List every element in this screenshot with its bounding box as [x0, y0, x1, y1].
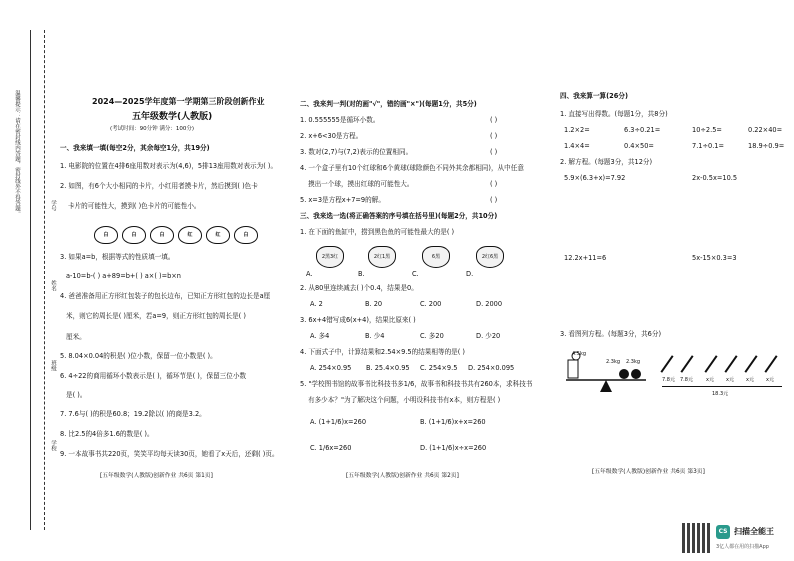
price-label-4: x元 [726, 377, 734, 383]
question-6: 6. 4÷22的商用循环小数表示是( )，循环节是( )，保留三位小数 [60, 372, 247, 380]
pencil-icon [660, 355, 673, 373]
judge-1: 1. 0.555555是循环小数。 [300, 116, 380, 124]
total-bracket [662, 386, 782, 387]
seal-line [30, 30, 31, 530]
choice-3: 3. 6x+4错写成6(x+4)，结果比原来( ) [300, 316, 416, 324]
watermark-tagline: 3亿人都在用的扫描App [716, 544, 769, 550]
question-7: 7. 7.6与( )的积是60.8；19.2除以( )的商是3.2。 [60, 410, 206, 418]
calc-1-e: 1.4×4= [564, 142, 590, 150]
calc-2-heading: 2. 解方程。(每题3分，共12分) [560, 158, 653, 166]
calc-1-heading: 1. 直接写出得数。(每题1分，共8分) [560, 110, 668, 118]
strip-label-school: 学校 [50, 440, 56, 451]
choice-5-option-a[interactable]: A. (1+1/6)x=260 [310, 418, 367, 426]
camscanner-logo-icon: CS [716, 525, 730, 539]
card-3: 白 [150, 226, 174, 244]
choice-3-option-c[interactable]: C. 多20 [420, 332, 444, 340]
choice-1-option-d[interactable]: D. [466, 270, 474, 278]
question-3-equations: a-10=b-( ) a+89=b+( ) a×( )=b×n [66, 272, 181, 280]
page-3-footer: [五年级数学(人教版)创新作业 共6页 第3页] [592, 469, 705, 475]
section-2-heading: 二、我来判一判(对的画"√"，错的画"×")(每题1分，共5分) [300, 100, 477, 108]
judge-4-cont: 摸出一个球，摸出红球的可能性大。 [308, 180, 414, 188]
choice-2: 2. 从80里连续减去( )个0.4，结果是0。 [300, 284, 418, 292]
choice-5-option-d[interactable]: D. (1+1/6)x÷x=260 [420, 444, 487, 452]
question-4: 4. 爸爸准备用正方形红包装子的包长边布，已知正方形红包的边长是a厘 [60, 292, 271, 300]
pencil-icon [704, 355, 717, 373]
choice-5-cont: 有多少本？"为了解决这个问题，小明设科技书有x本，则方程是( ) [308, 396, 501, 404]
judge-2: 2. x+6<30是方程。 [300, 132, 363, 140]
question-5: 5. 8.04×0.04的积是( )位小数，保留一位小数是( )。 [60, 352, 217, 360]
question-6-cont: 是( )。 [66, 391, 87, 399]
page-title: 2024—2025学年度第一学期第三阶段创新作业 [92, 97, 265, 106]
strip-label-number: 学号 [50, 200, 56, 211]
choice-2-option-a[interactable]: A. 2 [310, 300, 323, 308]
calc-1-d: 0.22×40= [748, 126, 783, 134]
page-subtitle: 五年级数学(人教版) [132, 112, 213, 122]
cut-line [44, 30, 45, 530]
fish-bowl-d: 2红6黑 [476, 246, 504, 268]
calc-1-a: 1.2×2= [564, 126, 590, 134]
equation-1: 5.9×(6.3+x)=7.92 [564, 174, 626, 182]
page-2-footer: [五年级数学(人教版)创新作业 共6页 第2页] [346, 473, 459, 479]
judge-2-answer[interactable]: ( ) [490, 132, 498, 140]
choice-5-option-b[interactable]: B. (1+1/6)x+x=260 [420, 418, 486, 426]
choice-1: 1. 在下面的鱼缸中，捞到黑色鱼的可能性最大的是( ) [300, 228, 455, 236]
choice-4: 4. 下面式子中，计算结果和2.54×9.5的结果相等的是( ) [300, 348, 466, 356]
choice-4-option-d[interactable]: D. 254×0.095 [468, 364, 515, 372]
exam-info: (考试时间：90分钟 满分：100分) [110, 126, 195, 132]
price-label-6: x元 [766, 377, 774, 383]
question-4-cont: 米，则它的周长是( )厘米，若a=9，则正方形红包的周长是( ) [66, 312, 246, 320]
weight-label-1: 4.5kg [572, 351, 587, 357]
price-label-2: 7.8元 [680, 377, 693, 383]
fish-bowl-c: 6黑 [422, 246, 450, 268]
fish-bowl-b: 2红1黑 [368, 246, 396, 268]
calc-1-g: 7.1÷0.1= [692, 142, 725, 150]
choice-1-option-b[interactable]: B. [358, 270, 365, 278]
question-2-cont: 卡片的可能性大，摸到( )色卡片的可能性小。 [68, 202, 201, 210]
calc-1-h: 18.9÷0.9= [748, 142, 785, 150]
fish-bowl-a: 2黑3红 [316, 246, 344, 268]
pencil-icon [744, 355, 757, 373]
choice-2-option-b[interactable]: B. 20 [365, 300, 383, 308]
question-1: 1. 电影院的位置在4排6座用数对表示为(4,6)，5排13座用数对表示为( )。 [60, 162, 278, 170]
pencil-icon [764, 355, 777, 373]
binding-strip [10, 30, 58, 530]
equation-2: 2x-0.5x=10.5 [692, 174, 738, 182]
judge-1-answer[interactable]: ( ) [490, 116, 498, 124]
calc-1-f: 0.4×50= [624, 142, 654, 150]
choice-4-option-c[interactable]: C. 254×9.5 [420, 364, 458, 372]
card-4: 红 [178, 226, 202, 244]
card-1: 白 [94, 226, 118, 244]
judge-5-answer[interactable]: ( ) [490, 196, 498, 204]
card-5: 红 [206, 226, 230, 244]
choice-2-option-c[interactable]: C. 200 [420, 300, 442, 308]
judge-4: 4. 一个盒子里有10个红球和6个黄球(球除颜色不同外其余都相同)，从中任意 [300, 164, 524, 172]
equation-3: 12.2x+11=6 [564, 254, 607, 262]
choice-1-option-a[interactable]: A. [306, 270, 313, 278]
judge-4-answer[interactable]: ( ) [490, 180, 498, 188]
card-6: 白 [234, 226, 258, 244]
question-4-end: 厘米。 [66, 333, 86, 341]
pencil-icon [724, 355, 737, 373]
pencil-icon [680, 355, 693, 373]
calc-3-heading: 3. 看图列方程。(每题3分，共6分) [560, 330, 662, 338]
weight-label-3: 2.3kg [626, 359, 641, 365]
card-2: 白 [122, 226, 146, 244]
judge-3-answer[interactable]: ( ) [490, 148, 498, 156]
strip-label-name: 姓名 [50, 280, 56, 291]
question-2: 2. 如图，有6个大小相同的卡片，小红用者摸卡片，然后摸到( )色卡 [60, 182, 258, 190]
total-price-label: 18.3元 [712, 391, 729, 397]
page-1-footer: [五年级数学(人教版)创新作业 共6页 第1页] [100, 473, 213, 479]
equation-4: 5x-15×0.3=3 [692, 254, 737, 262]
section-4-heading: 四、我来算一算(26分) [560, 92, 628, 100]
weight-label-2: 2.3kg [606, 359, 621, 365]
price-label-5: x元 [746, 377, 754, 383]
strip-notice: 温馨提示：请在密封线内答题，密封线外不得答题。 [14, 90, 20, 217]
judge-5: 5. x=3是方程x+7=9的解。 [300, 196, 385, 204]
choice-2-option-d[interactable]: D. 2000 [476, 300, 503, 308]
judge-3: 3. 数对(2,7)与(7,2)表示的位置相同。 [300, 148, 413, 156]
question-3: 3. 如果a=b，根据等式的性质填一填。 [60, 253, 175, 261]
choice-1-option-c[interactable]: C. [412, 270, 419, 278]
choice-5: 5. "学校图书馆的故事书比科技书多1/6，故事书和科技书共有260本，求科技书 [300, 380, 533, 388]
choice-3-option-a[interactable]: A. 多4 [310, 332, 330, 340]
choice-3-option-b[interactable]: B. 少4 [365, 332, 385, 340]
section-1-heading: 一、我来填一填(每空2分，其余每空1分，共19分) [60, 144, 210, 152]
qr-code-icon [682, 523, 712, 553]
choice-4-option-b[interactable]: B. 25.4×0.95 [366, 364, 410, 372]
watermark-brand: 扫描全能王 [734, 527, 774, 536]
price-label-1: 7.8元 [662, 377, 675, 383]
section-3-heading: 三、我来选一选(将正确答案的序号填在括号里)(每题2分，共10分) [300, 212, 498, 220]
calc-1-b: 6.3÷0.21= [624, 126, 661, 134]
question-9: 9. 一本故事书共220页，笑笑平均每天读30页，她看了x天后，还剩( )页。 [60, 450, 279, 458]
question-8: 8. 比2.5的4倍多1.6的数是( )。 [60, 430, 154, 438]
choice-5-option-c[interactable]: C. 1/6x=260 [310, 444, 352, 452]
choice-4-option-a[interactable]: A. 254×0.95 [310, 364, 352, 372]
choice-3-option-d[interactable]: D. 少20 [476, 332, 501, 340]
calc-1-c: 10÷2.5= [692, 126, 722, 134]
price-label-3: x元 [706, 377, 714, 383]
strip-label-class: 班级 [50, 360, 56, 371]
